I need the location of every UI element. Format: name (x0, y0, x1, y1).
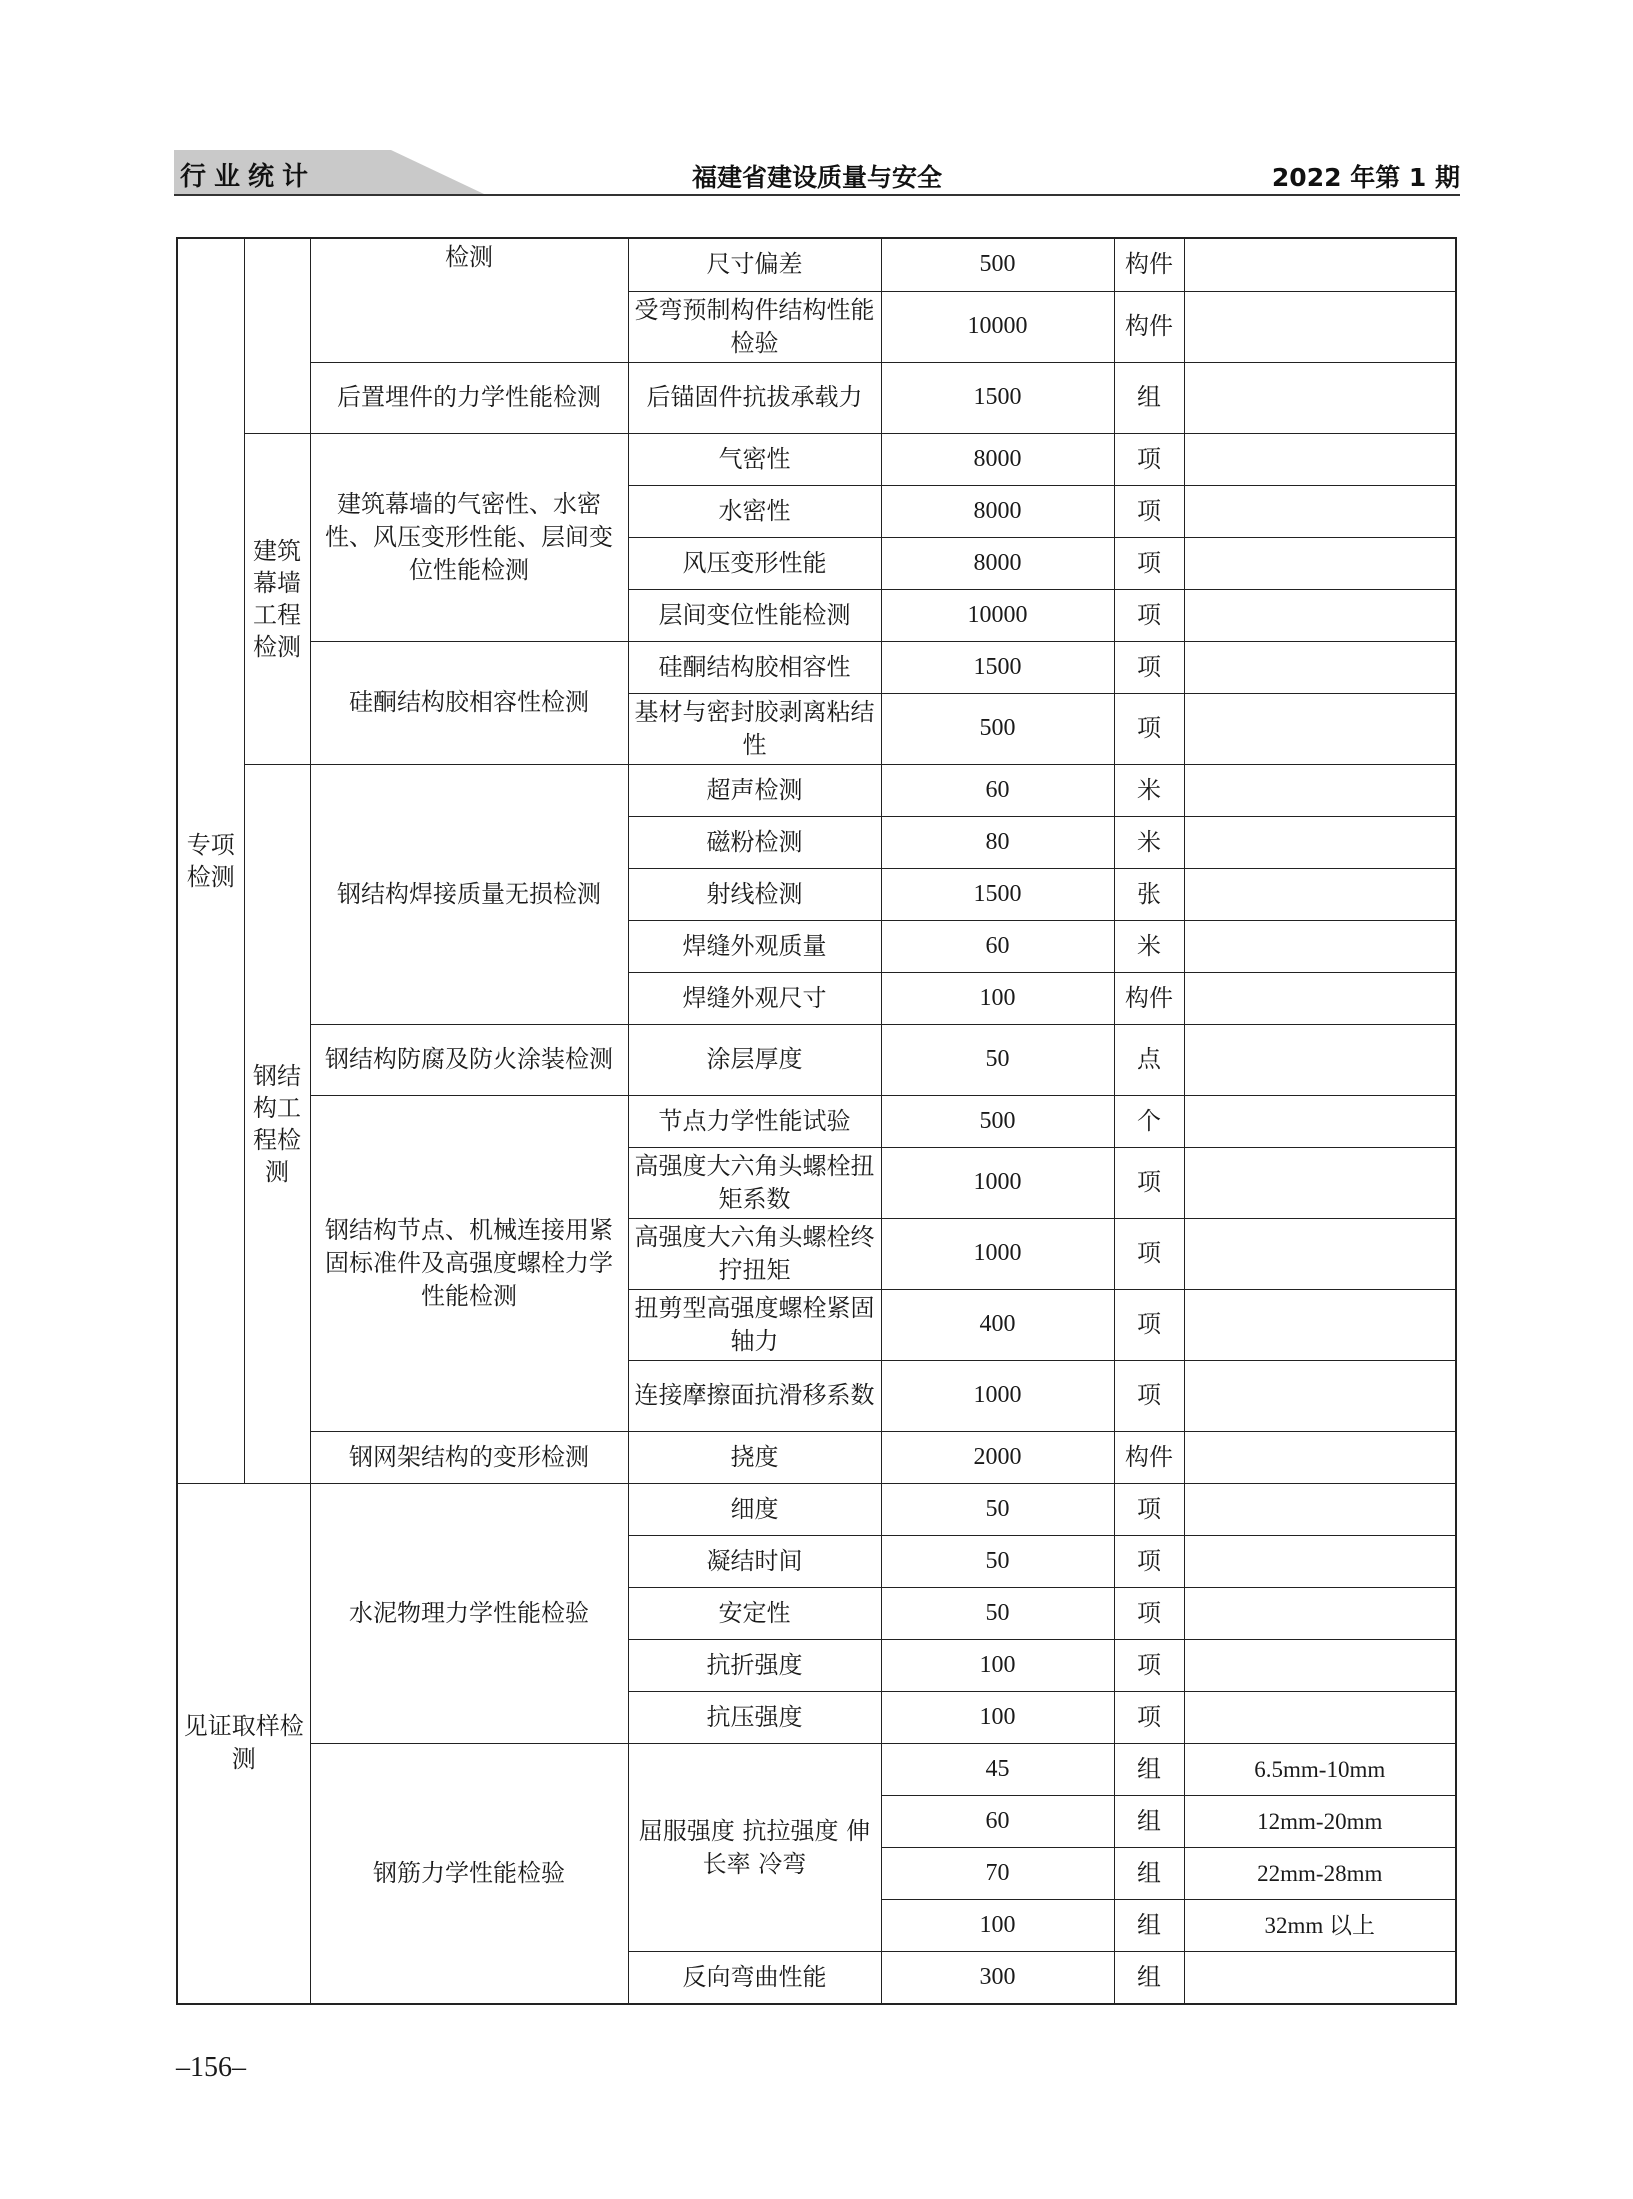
unit-cell: 项 (1114, 1640, 1184, 1692)
note-cell (1184, 641, 1456, 693)
qty-cell: 1000 (881, 1218, 1114, 1289)
qty-cell: 500 (881, 1095, 1114, 1147)
qty-cell: 10000 (881, 589, 1114, 641)
qty-cell: 8000 (881, 485, 1114, 537)
item-cell: 钢筋力学性能检验 (310, 1744, 628, 2004)
param-cell: 挠度 (628, 1431, 881, 1483)
unit-cell: 米 (1114, 920, 1184, 972)
param-cell: 抗压强度 (628, 1692, 881, 1744)
note-cell (1184, 1360, 1456, 1431)
note-cell (1184, 537, 1456, 589)
unit-cell: 个 (1114, 1095, 1184, 1147)
param-cell: 涂层厚度 (628, 1024, 881, 1095)
qty-cell: 100 (881, 1692, 1114, 1744)
table-row (177, 641, 1456, 693)
param-cell: 尺寸偏差 (628, 238, 881, 291)
note-cell (1184, 1095, 1456, 1147)
category-cell: 见证取样检测 (177, 1483, 310, 2004)
param-cell: 风压变形性能 (628, 537, 881, 589)
note-cell: 12mm-20mm (1184, 1796, 1456, 1848)
qty-cell: 1500 (881, 641, 1114, 693)
note-cell (1184, 920, 1456, 972)
param-cell: 射线检测 (628, 868, 881, 920)
qty-cell: 100 (881, 972, 1114, 1024)
table-row (177, 764, 1456, 816)
param-cell: 抗折强度 (628, 1640, 881, 1692)
unit-cell: 项 (1114, 537, 1184, 589)
table-row (177, 1483, 1456, 1535)
subcategory-cell: 建筑幕墙工程检测 (244, 433, 310, 764)
param-cell: 反向弯曲性能 (628, 1952, 881, 2004)
param-cell: 超声检测 (628, 764, 881, 816)
note-cell (1184, 1218, 1456, 1289)
param-cell: 硅酮结构胶相容性 (628, 641, 881, 693)
param-cell: 细度 (628, 1483, 881, 1535)
note-cell (1184, 868, 1456, 920)
unit-cell: 构件 (1114, 1431, 1184, 1483)
param-cell: 气密性 (628, 433, 881, 485)
unit-cell: 组 (1114, 1744, 1184, 1796)
category-cell: 专项检测 (177, 238, 244, 1483)
qty-cell: 50 (881, 1587, 1114, 1639)
unit-cell: 项 (1114, 589, 1184, 641)
note-cell (1184, 485, 1456, 537)
qty-cell: 60 (881, 1796, 1114, 1848)
param-cell: 层间变位性能检测 (628, 589, 881, 641)
param-cell: 凝结时间 (628, 1535, 881, 1587)
param-cell: 扭剪型高强度螺栓紧固轴力 (628, 1289, 881, 1360)
qty-cell: 50 (881, 1483, 1114, 1535)
note-cell: 6.5mm-10mm (1184, 1744, 1456, 1796)
qty-cell: 8000 (881, 537, 1114, 589)
note-cell (1184, 1289, 1456, 1360)
param-cell: 屈服强度 抗拉强度 伸长率 冷弯 (628, 1744, 881, 1952)
item-cell: 钢网架结构的变形检测 (310, 1431, 628, 1483)
param-cell: 焊缝外观尺寸 (628, 972, 881, 1024)
unit-cell: 项 (1114, 1535, 1184, 1587)
unit-cell: 点 (1114, 1024, 1184, 1095)
unit-cell: 组 (1114, 1796, 1184, 1848)
item-cell: 检测 (310, 238, 628, 362)
note-cell (1184, 362, 1456, 433)
page-number: –156– (176, 2052, 246, 2083)
issue-label: 2022 年第 1 期 (1271, 163, 1460, 192)
item-cell: 钢结构节点、机械连接用紧固标准件及高强度螺栓力学性能检测 (310, 1095, 628, 1431)
unit-cell: 项 (1114, 1587, 1184, 1639)
note-cell (1184, 433, 1456, 485)
note-cell (1184, 1535, 1456, 1587)
param-cell: 磁粉检测 (628, 816, 881, 868)
table-row (177, 362, 1456, 433)
inspection-table (176, 237, 1457, 2005)
qty-cell: 1000 (881, 1147, 1114, 1218)
unit-cell: 组 (1114, 1952, 1184, 2004)
unit-cell: 米 (1114, 816, 1184, 868)
unit-cell: 项 (1114, 1147, 1184, 1218)
param-cell: 水密性 (628, 485, 881, 537)
unit-cell: 项 (1114, 693, 1184, 764)
note-cell (1184, 238, 1456, 291)
param-cell: 安定性 (628, 1587, 881, 1639)
unit-cell: 米 (1114, 764, 1184, 816)
item-cell: 钢结构焊接质量无损检测 (310, 764, 628, 1024)
qty-cell: 100 (881, 1900, 1114, 1952)
note-cell (1184, 1640, 1456, 1692)
qty-cell: 60 (881, 764, 1114, 816)
subcategory-cell: 钢结构工程检测 (244, 764, 310, 1483)
param-cell: 后锚固件抗拔承载力 (628, 362, 881, 433)
note-cell (1184, 972, 1456, 1024)
journal-title: 福建省建设质量与安全 (691, 163, 942, 192)
note-cell (1184, 1952, 1456, 2004)
page-header (174, 150, 1460, 194)
note-cell (1184, 291, 1456, 362)
qty-cell: 400 (881, 1289, 1114, 1360)
note-cell (1184, 764, 1456, 816)
qty-cell: 1000 (881, 1360, 1114, 1431)
qty-cell: 60 (881, 920, 1114, 972)
note-cell (1184, 1024, 1456, 1095)
qty-cell: 50 (881, 1535, 1114, 1587)
unit-cell: 项 (1114, 433, 1184, 485)
param-cell: 高强度大六角头螺栓扭矩系数 (628, 1147, 881, 1218)
table-row (177, 1024, 1456, 1095)
note-cell (1184, 1587, 1456, 1639)
param-cell: 基材与密封胶剥离粘结性 (628, 693, 881, 764)
unit-cell: 组 (1114, 1848, 1184, 1900)
item-cell: 钢结构防腐及防火涂装检测 (310, 1024, 628, 1095)
param-cell: 焊缝外观质量 (628, 920, 881, 972)
table-row (177, 1431, 1456, 1483)
note-cell (1184, 693, 1456, 764)
qty-cell: 2000 (881, 1431, 1114, 1483)
param-cell: 连接摩擦面抗滑移系数 (628, 1360, 881, 1431)
unit-cell: 构件 (1114, 972, 1184, 1024)
qty-cell: 300 (881, 1952, 1114, 2004)
note-cell (1184, 1431, 1456, 1483)
unit-cell: 组 (1114, 1900, 1184, 1952)
unit-cell: 张 (1114, 868, 1184, 920)
unit-cell: 项 (1114, 1218, 1184, 1289)
note-cell: 32mm 以上 (1184, 1900, 1456, 1952)
qty-cell: 45 (881, 1744, 1114, 1796)
unit-cell: 项 (1114, 1360, 1184, 1431)
table-row (177, 238, 1456, 291)
qty-cell: 1500 (881, 362, 1114, 433)
subcategory-cell (244, 238, 310, 433)
unit-cell: 项 (1114, 1289, 1184, 1360)
table-row (177, 1095, 1456, 1147)
item-cell: 水泥物理力学性能检验 (310, 1483, 628, 1743)
unit-cell: 项 (1114, 1692, 1184, 1744)
qty-cell: 1500 (881, 868, 1114, 920)
note-cell: 22mm-28mm (1184, 1848, 1456, 1900)
qty-cell: 100 (881, 1640, 1114, 1692)
item-cell: 建筑幕墙的气密性、水密性、风压变形性能、层间变位性能检测 (310, 433, 628, 641)
qty-cell: 50 (881, 1024, 1114, 1095)
unit-cell: 组 (1114, 362, 1184, 433)
qty-cell: 8000 (881, 433, 1114, 485)
section-title: 行业统计 (180, 162, 317, 192)
param-cell: 节点力学性能试验 (628, 1095, 881, 1147)
qty-cell: 70 (881, 1848, 1114, 1900)
header-rule (174, 194, 1460, 196)
note-cell (1184, 816, 1456, 868)
param-cell: 高强度大六角头螺栓终拧扭矩 (628, 1218, 881, 1289)
param-cell: 受弯预制构件结构性能检验 (628, 291, 881, 362)
table-row (177, 1744, 1456, 1796)
table-row (177, 433, 1456, 485)
item-cell: 后置埋件的力学性能检测 (310, 362, 628, 433)
unit-cell: 构件 (1114, 238, 1184, 291)
qty-cell: 80 (881, 816, 1114, 868)
unit-cell: 项 (1114, 1483, 1184, 1535)
item-cell: 硅酮结构胶相容性检测 (310, 641, 628, 764)
note-cell (1184, 1147, 1456, 1218)
note-cell (1184, 1692, 1456, 1744)
unit-cell: 构件 (1114, 291, 1184, 362)
qty-cell: 500 (881, 238, 1114, 291)
qty-cell: 500 (881, 693, 1114, 764)
note-cell (1184, 589, 1456, 641)
note-cell (1184, 1483, 1456, 1535)
unit-cell: 项 (1114, 641, 1184, 693)
unit-cell: 项 (1114, 485, 1184, 537)
qty-cell: 10000 (881, 291, 1114, 362)
